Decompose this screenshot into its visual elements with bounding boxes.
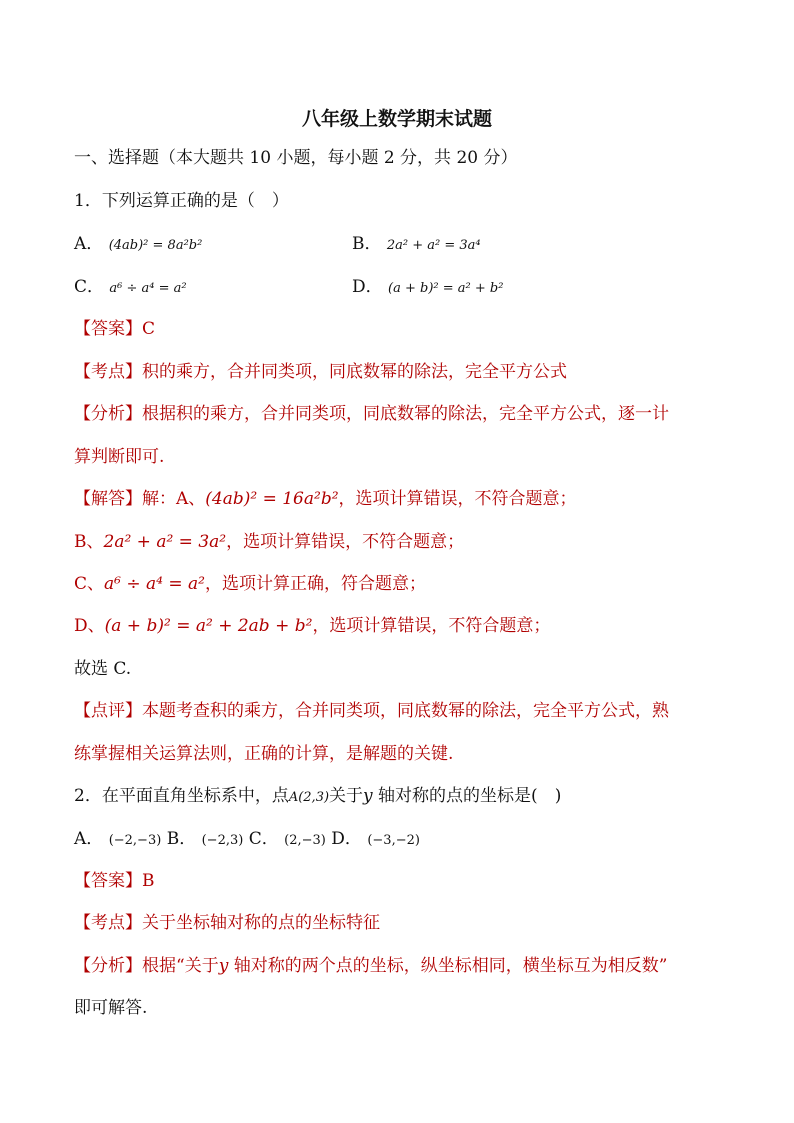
q2-option-c-expr: (2,−3) <box>284 833 326 848</box>
q2-fenxi-1a: 根据“关于 <box>142 956 219 976</box>
q1-fenxi-tag: 【分析】 <box>74 404 142 424</box>
q1-dianping-line1: 本题考查积的乘方，合并同类项，同底数幂的除法，完全平方公式，熟 <box>142 701 669 721</box>
q2-stem-b: 关于 <box>329 786 364 806</box>
q1-dianping-line2: 练掌握相关运算法则，正确的计算，是解题的关键. <box>74 744 454 764</box>
q1-jieda-2-prefix: B、 <box>74 532 104 552</box>
q1-option-d-expr: (a + b)² = a² + b² <box>388 281 504 296</box>
q1-option-c-label: C． <box>74 277 105 297</box>
q1-jieda-4-expr: (a + b)² = a² + 2ab + b² <box>104 616 313 636</box>
q1-option-b-label: B． <box>352 234 382 254</box>
q2-fenxi-tag: 【分析】 <box>74 956 142 976</box>
q2-fenxi-line2: 即可解答. <box>74 998 148 1018</box>
q1-jieda-2-expr: 2a² + a² = 3a² <box>103 532 227 552</box>
q1-option-b <box>352 233 481 257</box>
q1-jieda-3-expr: a⁶ ÷ a⁴ = a² <box>104 574 205 594</box>
page-title: 八年级上数学期末试题 <box>301 108 492 130</box>
q2-option-d-label: D． <box>331 829 362 849</box>
q2-fenxi <box>74 955 667 977</box>
q1-kaodian-tag: 【考点】 <box>74 362 142 382</box>
q1-jieda-line3 <box>74 573 426 595</box>
q2-fenxi-1b: 轴对称的两个点的坐标，纵坐标相同，横坐标互为相反数” <box>228 956 668 976</box>
q2-option-b-label: B． <box>166 829 197 849</box>
q1-jieda-1-prefix: 解：A、 <box>142 489 206 509</box>
q1-kaodian-text: 积的乘方，合并同类项，同底数幂的除法，完全平方公式 <box>142 362 567 382</box>
q2-option-d-expr: (−3,−2) <box>367 833 420 848</box>
q2-answer: 【答案】B <box>74 871 155 891</box>
q1-fenxi <box>74 403 669 425</box>
q1-jieda-3-prefix: C、 <box>74 574 105 594</box>
q2-stem-c: 轴对称的点的坐标是( ) <box>372 786 562 806</box>
q2-kaodian-tag: 【考点】 <box>74 913 142 933</box>
q1-jieda-line4 <box>74 615 550 637</box>
q1-dianping <box>74 700 669 722</box>
q1-option-b-expr: 2a² + a² = 3a⁴ <box>386 238 481 253</box>
q1-fenxi-line2: 算判断即可. <box>74 447 165 467</box>
q2-fenxi-1y: y <box>218 956 229 976</box>
q1-jieda-line2 <box>74 531 464 553</box>
q1-option-a <box>74 233 202 257</box>
q1-option-c <box>74 276 187 300</box>
q2-stem-point: A(2,3) <box>288 790 330 805</box>
section-heading: 一、选择题（本大题共 10 小题，每小题 2 分，共 20 分） <box>74 148 518 168</box>
q1-option-d-label: D． <box>352 277 383 297</box>
q1-option-c-expr: a⁶ ÷ a⁴ = a² <box>109 281 187 296</box>
q2-option-a-expr: (−2,−3) <box>108 833 162 848</box>
q1-jieda-4-prefix: D、 <box>74 616 105 636</box>
q1-jieda-4-suffix: ，选项计算错误，不符合题意； <box>312 616 551 636</box>
q2-kaodian <box>74 912 380 934</box>
q1-dianping-tag: 【点评】 <box>74 701 142 721</box>
q1-option-d <box>352 276 503 300</box>
q2-options <box>74 828 420 852</box>
q1-jieda-1-expr: (4ab)² = 16a²b² <box>205 489 339 509</box>
q1-jieda-tag: 【解答】 <box>74 489 142 509</box>
q1-jieda-3-suffix: ，选项计算正确，符合题意； <box>204 574 426 594</box>
q2-option-b-expr: (−2,3) <box>201 833 244 848</box>
q2-option-a-label: A． <box>74 829 104 849</box>
q2-stem-a: 2．在平面直角坐标系中，点 <box>74 786 289 806</box>
q1-jieda-line5: 故选 C. <box>74 659 132 679</box>
q1-option-a-label: A． <box>74 234 104 254</box>
q2-stem <box>74 785 561 809</box>
q2-stem-y: y <box>363 786 373 806</box>
q1-answer: 【答案】C <box>74 319 156 339</box>
q1-jieda-2-suffix: ，选项计算错误，不符合题意； <box>226 532 465 552</box>
q1-jieda-1-suffix: ，选项计算错误，不符合题意； <box>338 489 577 509</box>
q1-jieda-line1 <box>74 488 577 510</box>
q2-option-c-label: C． <box>248 829 279 849</box>
q2-kaodian-text: 关于坐标轴对称的点的坐标特征 <box>142 913 380 933</box>
q1-fenxi-line1: 根据积的乘方，合并同类项，同底数幂的除法，完全平方公式，逐一计 <box>142 404 669 424</box>
q1-kaodian <box>74 361 567 383</box>
q1-option-a-expr: (4ab)² = 8a²b² <box>108 238 203 253</box>
q1-stem: 1．下列运算正确的是（ ） <box>74 191 289 211</box>
